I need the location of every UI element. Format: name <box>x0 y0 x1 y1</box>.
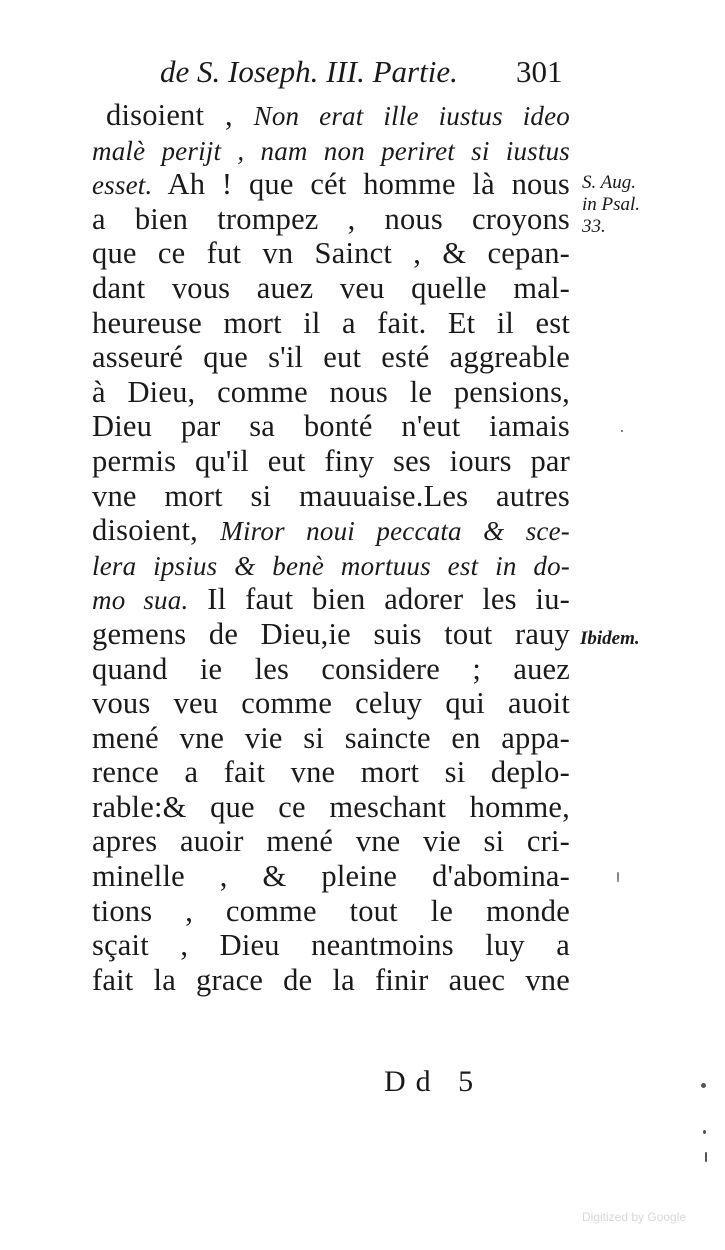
text-line <box>92 98 572 133</box>
text-segment: heureuse mort il a fait. Et il est <box>92 305 570 340</box>
text-segment: rence a fait vne mort si deplo- <box>92 755 570 790</box>
text-line <box>92 963 572 998</box>
margin-note-line: 33. <box>582 216 606 237</box>
running-head-text: de S. Ioseph. III. Partie. <box>160 54 458 89</box>
text-segment: a bien trompez , nous croyons <box>92 201 570 236</box>
latin-quotation: lera ipsius & benè mortuus est in do- <box>92 550 570 581</box>
text-segment: à Dieu, comme nous le pensions, <box>92 374 570 409</box>
text-line <box>92 686 572 721</box>
margin-note-line: in Psal. <box>582 194 641 215</box>
ink-speck <box>705 1152 707 1162</box>
latin-quotation: Non erat ille iustus ideo <box>253 101 570 131</box>
text-segment: minelle , & pleine d'abomina- <box>92 859 570 894</box>
text-line <box>92 617 572 652</box>
text-segment: mené vne vie si saincte en appa- <box>92 720 570 755</box>
text-segment: quand ie les considere ; auez <box>92 651 570 686</box>
watermark: Digitized by Google <box>582 1210 687 1224</box>
text-line <box>92 652 572 687</box>
signature-mark: Dd 5 <box>384 1065 484 1098</box>
text-line <box>92 236 572 271</box>
page-number: 301 <box>516 54 563 89</box>
text-line <box>92 790 572 825</box>
text-segment: Il faut bien adorer les iu- <box>188 582 571 617</box>
text-line <box>92 202 572 237</box>
text-line <box>92 755 572 790</box>
text-segment: dant vous auez veu quelle mal- <box>92 270 570 305</box>
text-line <box>92 824 572 859</box>
text-segment: vne mort si mauuaise.Les autres <box>92 478 570 513</box>
text-segment: disoient , <box>106 98 254 132</box>
text-line <box>92 548 572 583</box>
text-segment: asseuré que s'il eut esté aggreable <box>92 340 570 375</box>
ink-speck <box>701 1083 706 1088</box>
text-line <box>92 167 572 202</box>
text-line <box>92 409 572 444</box>
text-segment: Dieu par sa bonté n'eut iamais <box>92 409 570 444</box>
text-line <box>92 479 572 514</box>
body-text <box>92 98 572 997</box>
text-segment: fait la grace de la finir auec vne <box>92 962 570 997</box>
text-line <box>92 271 572 306</box>
text-segment: rable:& que ce meschant homme, <box>92 789 570 824</box>
margin-note-ibidem: Ibidem. <box>580 628 640 649</box>
latin-quotation: malè perijt , nam non periret si iustus <box>92 135 570 166</box>
text-line <box>92 513 572 548</box>
text-line <box>92 582 572 617</box>
margin-note-line: S. Aug. <box>582 172 637 193</box>
text-segment: vous veu comme celuy qui auoit <box>92 686 570 721</box>
latin-quotation: mo sua. <box>92 585 189 616</box>
text-line <box>92 928 572 963</box>
text-segment: que ce fut vn Sainct , & cepan- <box>92 236 570 271</box>
text-line <box>92 375 572 410</box>
margin-note-augustine <box>582 172 640 238</box>
latin-quotation: Miror noui peccata & sce- <box>220 516 570 547</box>
latin-quotation: esset. <box>92 170 153 201</box>
text-segment: tions , comme tout le monde <box>92 893 570 928</box>
ink-speck <box>703 1130 706 1134</box>
text-segment: disoient, <box>92 513 221 548</box>
text-line <box>92 340 572 375</box>
ink-speck <box>621 430 623 432</box>
text-segment: sçait , Dieu neantmoins luy a <box>92 928 570 963</box>
text-segment: permis qu'il eut finy ses iours par <box>92 443 570 478</box>
text-segment: gemens de Dieu,ie suis tout rauy <box>92 616 570 651</box>
text-line <box>92 721 572 756</box>
text-line <box>92 444 572 479</box>
text-line <box>92 894 572 929</box>
text-line <box>92 306 572 341</box>
text-segment: apres auoir mené vne vie si cri- <box>92 824 570 859</box>
text-line <box>92 133 572 168</box>
text-segment: Ah ! que cét homme là nous <box>152 167 570 202</box>
text-line <box>92 859 572 894</box>
ink-speck <box>617 872 619 882</box>
